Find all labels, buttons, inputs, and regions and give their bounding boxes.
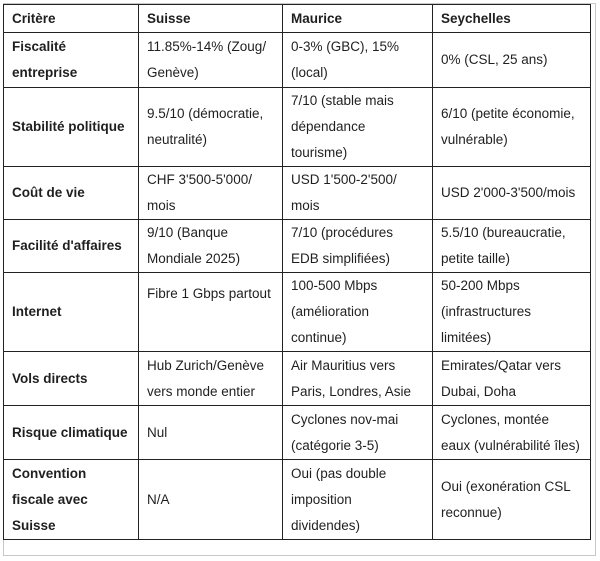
row-label: Risque climatique [4, 406, 139, 460]
header-switzerland: Suisse [139, 5, 283, 33]
table-cell: 50-200 Mbps (infrastructures limitées) [433, 273, 591, 352]
row-label: Fiscalité entreprise [4, 33, 139, 88]
table-cell: CHF 3'500-5'000/ mois [139, 167, 283, 220]
table-row [4, 406, 591, 460]
row-label: Internet [4, 273, 139, 352]
table-cell: 6/10 (petite économie, vulnérable) [433, 88, 591, 167]
table-cell: 7/10 (procédures EDB simplifiées) [283, 220, 433, 273]
header-mauritius: Maurice [283, 5, 433, 33]
comparison-table [3, 4, 591, 540]
row-label: Stabilité politique [4, 88, 139, 167]
table-cell: 9.5/10 (démocratie, neutralité) [139, 88, 283, 167]
table-cell: Oui (exonération CSL reconnue) [433, 460, 591, 540]
header-row [4, 5, 591, 33]
header-seychelles: Seychelles [433, 5, 591, 33]
table-cell: 0-3% (GBC), 15% (local) [283, 33, 433, 88]
table-cell: 11.85%-14% (Zoug/ Genève) [139, 33, 283, 88]
table-cell: 9/10 (Banque Mondiale 2025) [139, 220, 283, 273]
table-cell: 100-500 Mbps (amélioration continue) [283, 273, 433, 352]
table-cell: Cyclones, montée eaux (vulnérabilité îles) [433, 406, 591, 460]
table-cell: 7/10 (stable mais dépendance tourisme) [283, 88, 433, 167]
row-label: Coût de vie [4, 167, 139, 220]
table-row [4, 88, 591, 167]
table-cell: Cyclones nov-mai (catégorie 3-5) [283, 406, 433, 460]
table-cell: USD 2'000-3'500/mois [433, 167, 591, 220]
table-cell: Fibre 1 Gbps partout [139, 273, 283, 352]
table-row [4, 220, 591, 273]
table-cell: 0% (CSL, 25 ans) [433, 33, 591, 88]
table-row [4, 273, 591, 352]
row-label: Convention fiscale avec Suisse [4, 460, 139, 540]
table-row [4, 460, 591, 540]
row-label: Facilité d'affaires [4, 220, 139, 273]
table-cell: 5.5/10 (bureaucratie, petite taille) [433, 220, 591, 273]
table-cell: Nul [139, 406, 283, 460]
table-row [4, 33, 591, 88]
row-label: Vols directs [4, 352, 139, 406]
table-cell: Oui (pas double imposition dividendes) [283, 460, 433, 540]
table-cell: N/A [139, 460, 283, 540]
table-row [4, 352, 591, 406]
table-cell: Air Mauritius vers Paris, Londres, Asie [283, 352, 433, 406]
table-cell: USD 1'500-2'500/ mois [283, 167, 433, 220]
header-criterion: Critère [4, 5, 139, 33]
table-row [4, 167, 591, 220]
table-cell: Emirates/Qatar vers Dubai, Doha [433, 352, 591, 406]
table-cell: Hub Zurich/Genève vers monde entier [139, 352, 283, 406]
